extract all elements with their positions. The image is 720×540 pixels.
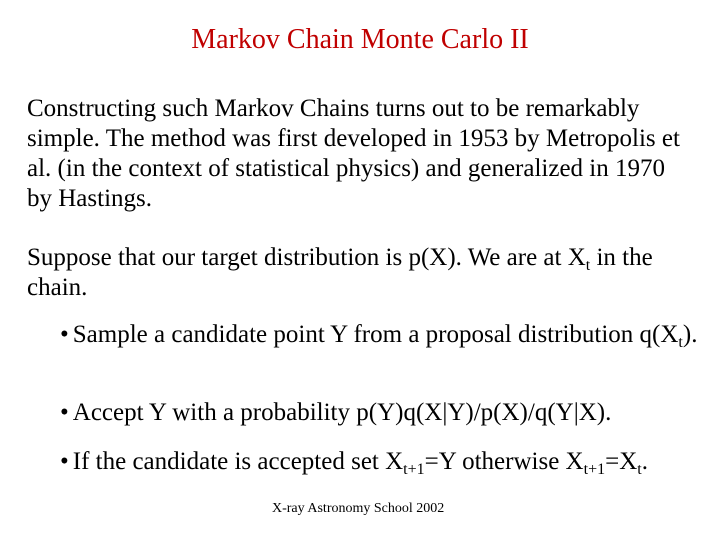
- target-distribution-paragraph: [27, 243, 707, 303]
- bullet-accept-set: [60, 447, 715, 477]
- intro-paragraph: Constructing such Markov Chains turns out to be remarkably simple. The method was first developed in 1953 by Metropolis et al. (in the context of statistical physics) and generalized in 1970 by Hastings.: [27, 95, 680, 212]
- bullet3-subscript-1: t+1: [403, 461, 425, 478]
- paragraph2-tail: in the chain.: [27, 244, 653, 301]
- paragraph2-text: Suppose that our target distribution is p(X). We are at X: [27, 244, 586, 271]
- bullet1-tail: ).: [682, 321, 698, 348]
- bullet1-text: Sample a candidate point Y from a proposal distribution q(X: [72, 321, 679, 348]
- bullet3-subscript-2: t+1: [583, 461, 606, 478]
- bullet3-subscript-3: t: [637, 461, 642, 478]
- bullet2-text: Accept Y with a probability p(Y)q(X|Y)/p(X)/q(Y|X).: [72, 399, 612, 426]
- bullet3-mid2: =X: [605, 448, 638, 475]
- bullet1-subscript: t: [678, 334, 683, 351]
- paragraph2-subscript: t: [585, 257, 591, 274]
- bullet3-text: If the candidate is accepted set X: [72, 448, 404, 475]
- bullet-marker: •: [60, 448, 69, 475]
- bullet-marker: •: [60, 399, 69, 426]
- bullet3-mid: =Y otherwise X: [424, 448, 584, 475]
- bullet-sample-candidate: [60, 320, 715, 350]
- slide-title: Markov Chain Monte Carlo II: [191, 24, 529, 55]
- slide-footer: X-ray Astronomy School 2002: [272, 501, 445, 516]
- bullet3-tail: .: [641, 448, 648, 475]
- bullet-accept-probability: [60, 398, 715, 428]
- bullet-marker: •: [60, 321, 69, 348]
